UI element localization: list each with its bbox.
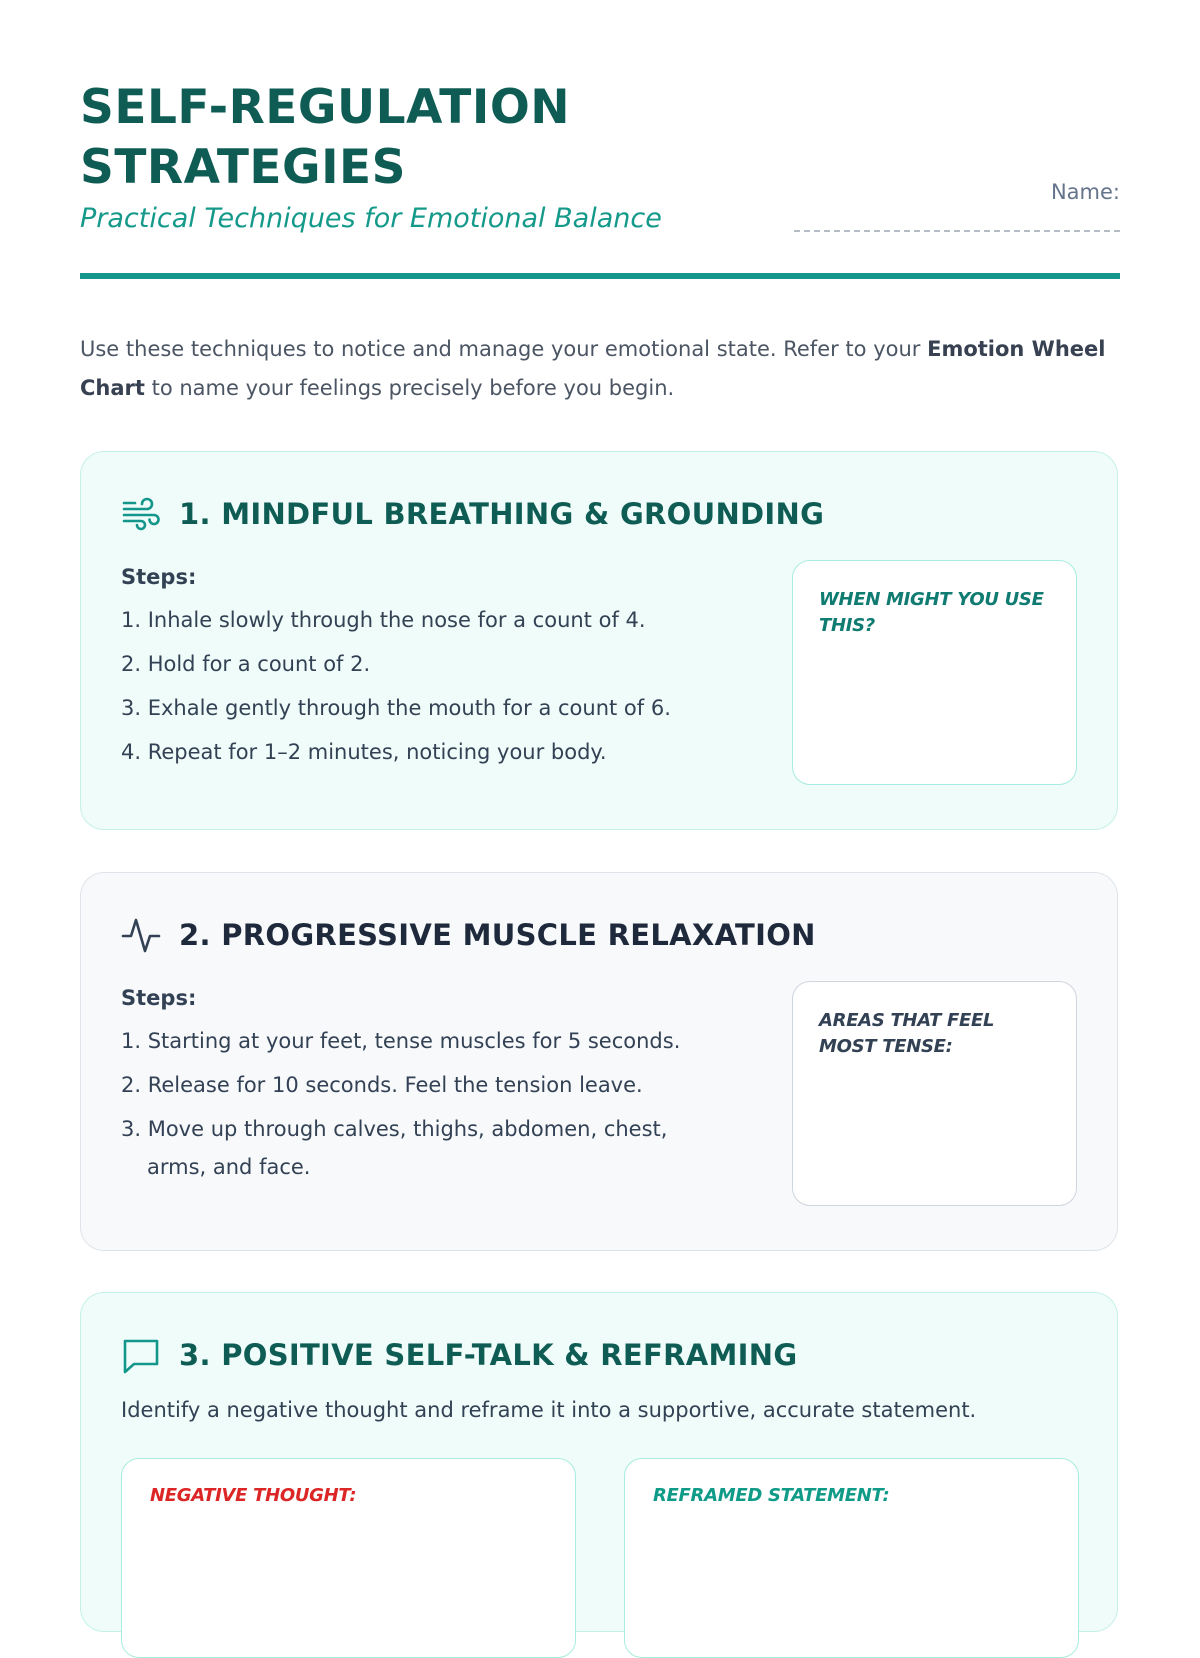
section-title: 2. PROGRESSIVE MUSCLE RELAXATION <box>179 918 816 952</box>
reframed-statement-box[interactable] <box>624 1458 1079 1658</box>
steps-list <box>121 601 741 777</box>
page-subtitle: Practical Techniques for Emotional Balance <box>80 203 662 234</box>
title-line-2: STRATEGIES <box>80 140 407 195</box>
steps-label: Steps: <box>121 565 197 589</box>
worksheet-header <box>80 0 1120 282</box>
negative-thought-box[interactable] <box>121 1458 576 1658</box>
name-blank-line[interactable] <box>794 210 1120 232</box>
step-item: 2. Hold for a count of 2. <box>121 652 371 676</box>
negative-thought-label: NEGATIVE THOUGHT: <box>150 1485 357 1506</box>
when-to-use-box[interactable] <box>792 560 1077 785</box>
intro-text-end: to name your feelings precisely before you begin. <box>144 376 675 400</box>
section-card-self-talk <box>80 1292 1118 1632</box>
section-title: 3. POSITIVE SELF-TALK & REFRAMING <box>179 1338 798 1372</box>
step-item: 2. Release for 10 seconds. Feel the tension leave. <box>121 1073 643 1097</box>
note-label: AREAS THAT FEEL MOST TENSE: <box>819 1010 995 1057</box>
intro-bold-reference: Emotion Wheel Chart <box>80 337 1106 400</box>
tense-areas-box[interactable] <box>792 981 1077 1206</box>
step-item: 4. Repeat for 1–2 minutes, noticing your body. <box>121 740 607 764</box>
section-header <box>121 494 824 534</box>
section-header <box>121 915 816 955</box>
section-description: Identify a negative thought and reframe it into a supportive, accurate statement. <box>121 1398 977 1422</box>
section-header <box>121 1335 797 1375</box>
page-title <box>80 78 570 198</box>
step-item: 1. Inhale slowly through the nose for a count of 4. <box>121 608 646 632</box>
step-item: 3. Move up through calves, thighs, abdomen, chest, arms, and face. <box>121 1117 668 1179</box>
name-label: Name: <box>1050 180 1120 204</box>
pulse-icon <box>121 915 161 955</box>
chat-bubble-icon <box>121 1335 161 1375</box>
reframed-statement-label: REFRAMED STATEMENT: <box>653 1485 890 1506</box>
intro-text-start: Use these techniques to notice and manage your emotional state. Refer to your <box>80 337 928 361</box>
worksheet-page <box>80 0 1120 1506</box>
name-field <box>794 180 1120 232</box>
step-item: 1. Starting at your feet, tense muscles for 5 seconds. <box>121 1029 681 1053</box>
section-title: 1. MINDFUL BREATHING & GROUNDING <box>179 497 825 531</box>
wind-icon <box>121 494 161 534</box>
header-divider <box>80 273 1120 279</box>
section-card-muscle-relaxation <box>80 872 1118 1251</box>
title-line-1: SELF-REGULATION <box>80 80 571 135</box>
steps-list <box>121 1022 721 1192</box>
section-card-breathing <box>80 451 1118 830</box>
note-label: WHEN MIGHT YOU USE THIS? <box>819 589 1044 636</box>
step-item: 3. Exhale gently through the mouth for a count of 6. <box>121 696 671 720</box>
intro-paragraph <box>80 330 1120 408</box>
steps-label: Steps: <box>121 986 197 1010</box>
